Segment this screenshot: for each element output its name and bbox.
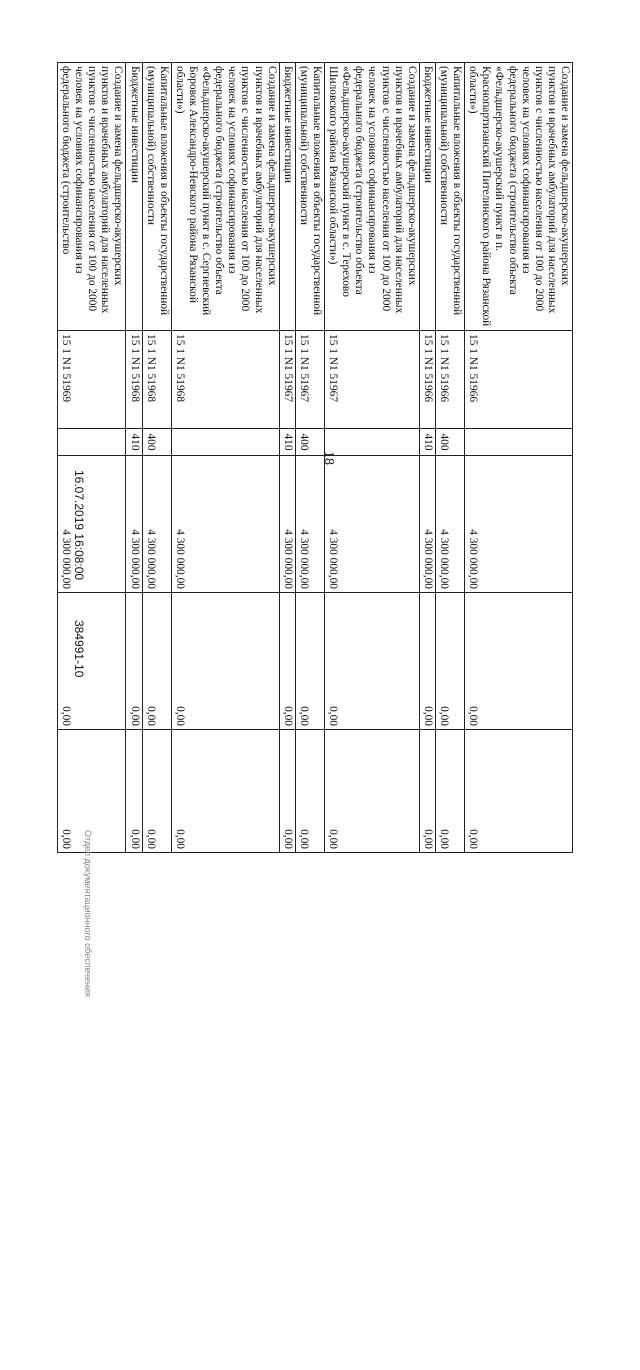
row-type: 400	[142, 429, 171, 456]
row-amount-2: 0,00	[295, 593, 324, 730]
row-amount-1: 4 300 000,00	[126, 456, 142, 593]
row-amount-1: 4 300 000,00	[419, 456, 435, 593]
row-code: 15 1 N1 51967	[279, 331, 295, 429]
row-name: Капитальные вложения в объекты государственной (муниципальной) собственности	[295, 63, 324, 331]
page-number: 18	[321, 451, 336, 465]
row-name: Бюджетные инвестиции	[126, 63, 142, 331]
row-type	[465, 429, 573, 456]
row-amount-1: 4 300 000,00	[171, 456, 279, 593]
row-amount-3: 0,00	[57, 730, 126, 853]
row-amount-2: 0,00	[435, 593, 464, 730]
row-type: 410	[279, 429, 295, 456]
row-type	[57, 429, 126, 456]
row-code: 15 1 N1 51967	[325, 331, 420, 429]
table-row	[279, 63, 295, 853]
row-amount-3: 0,00	[171, 730, 279, 853]
row-amount-3: 0,00	[126, 730, 142, 853]
row-type: 400	[435, 429, 464, 456]
row-code: 15 1 N1 51966	[465, 331, 573, 429]
row-name: Создание и замена фельдшерско-акушерских пунктов и врачебных амбулаторий для населенных пунктов с численностью населения от 100 до 2000 человек на условиях софинансирования из федерального бюджета (строительство	[57, 63, 126, 331]
row-amount-2: 0,00	[142, 593, 171, 730]
row-amount-2: 0,00	[171, 593, 279, 730]
row-amount-2: 0,00	[325, 593, 420, 730]
table-row	[295, 63, 324, 853]
row-amount-3: 0,00	[325, 730, 420, 853]
row-type	[171, 429, 279, 456]
row-code: 15 1 N1 51969	[57, 331, 126, 429]
row-code: 15 1 N1 51968	[142, 331, 171, 429]
row-amount-1: 4 300 000,00	[435, 456, 464, 593]
row-type: 410	[419, 429, 435, 456]
row-code: 15 1 N1 51966	[419, 331, 435, 429]
table-row	[465, 63, 573, 853]
row-name: Капитальные вложения в объекты государственной (муниципальной) собственности	[142, 63, 171, 331]
table-row	[419, 63, 435, 853]
row-amount-2: 0,00	[279, 593, 295, 730]
row-name: Капитальные вложения в объекты государственной (муниципальной) собственности	[435, 63, 464, 331]
row-amount-2: 0,00	[126, 593, 142, 730]
row-amount-2: 0,00	[57, 593, 126, 730]
table-row	[325, 63, 420, 853]
table-row	[126, 63, 142, 853]
row-name: Создание и замена фельдшерско-акушерских пунктов и врачебных амбулаторий для населенных пунктов с численностью населения от 100 до 2000 человек на условиях софинансирования из федерального бюджета (строительство объекта «Фельдшерско-акушерский пункт в с. Терехово Шиловского района Рязанской области»)	[325, 63, 420, 331]
table-row	[171, 63, 279, 853]
row-amount-1: 4 300 000,00	[295, 456, 324, 593]
row-amount-3: 0,00	[419, 730, 435, 853]
row-amount-3: 0,00	[465, 730, 573, 853]
table-body	[57, 63, 572, 853]
row-amount-2: 0,00	[465, 593, 573, 730]
row-name: Создание и замена фельдшерско-акушерских пунктов и врачебных амбулаторий для населенных пунктов с численностью населения от 100 до 2000 человек на условиях софинансирования из федерального бюджета (строительство объекта «Фельдшерско-акушерский пункт в с. Сергиевский Боровок Александро-Невского района Рязанской области»)	[171, 63, 279, 331]
row-amount-1: 4 300 000,00	[465, 456, 573, 593]
row-amount-1: 4 300 000,00	[142, 456, 171, 593]
stamp-doc-id: 384991-10	[72, 620, 86, 678]
row-amount-1: 4 300 000,00	[279, 456, 295, 593]
row-amount-2: 0,00	[419, 593, 435, 730]
row-code: 15 1 N1 51966	[435, 331, 464, 429]
row-name: Бюджетные инвестиции	[279, 63, 295, 331]
footer-stamp	[66, 470, 93, 1370]
budget-table	[57, 62, 573, 853]
row-code: 15 1 N1 51968	[171, 331, 279, 429]
row-type: 410	[126, 429, 142, 456]
stamp-mark: Отдел документационного обеспечения	[83, 830, 93, 997]
row-type: 400	[295, 429, 324, 456]
table-row	[142, 63, 171, 853]
row-name: Создание и замена фельдшерско-акушерских пунктов и врачебных амбулаторий для населенных пунктов с численностью населения от 100 до 2000 человек на условиях софинансирования из федерального бюджета (строительство объекта «Фельдшерско-акушерский пункт в п. Краснопартизанский Пителинского района Рязанской области»)	[465, 63, 573, 331]
row-amount-3: 0,00	[295, 730, 324, 853]
table-row	[435, 63, 464, 853]
row-code: 15 1 N1 51967	[295, 331, 324, 429]
row-amount-1: 4 300 000,00	[325, 456, 420, 593]
row-amount-3: 0,00	[435, 730, 464, 853]
stamp-date: 16.07.2019 16:08:00	[72, 470, 86, 581]
row-name: Бюджетные инвестиции	[419, 63, 435, 331]
row-amount-3: 0,00	[142, 730, 171, 853]
row-amount-1: 4 300 000,00	[57, 456, 126, 593]
row-type	[325, 429, 420, 456]
row-code: 15 1 N1 51968	[126, 331, 142, 429]
row-amount-3: 0,00	[279, 730, 295, 853]
